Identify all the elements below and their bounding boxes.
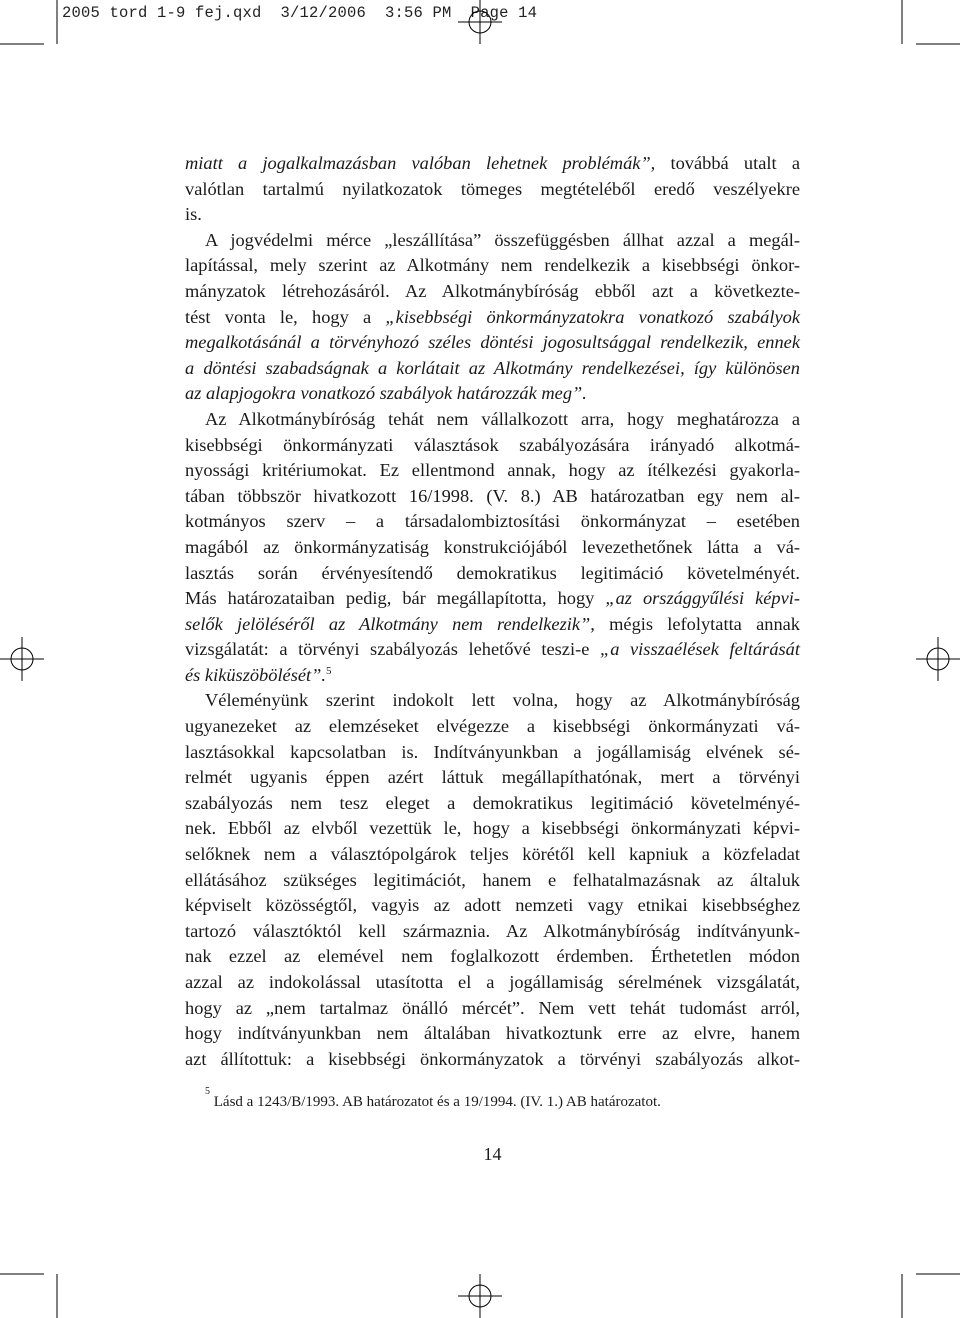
text-line: [185, 714, 800, 740]
text-segment: azt állítottuk: a kisebbségi önkormányzatok a törvényi szabályozás alkot-: [185, 1048, 800, 1069]
text-segment: mányzatok létrehozásáról. Az Alkotmánybíróság ebből azt a következte-: [185, 280, 800, 301]
text-line: [185, 842, 800, 868]
text-line: [185, 458, 800, 484]
text-segment: továbbá utalt a: [655, 153, 800, 173]
text-line: [185, 637, 800, 663]
text-line: [185, 1021, 800, 1047]
text-line: [185, 381, 800, 407]
text-line: [185, 816, 800, 842]
italic-segment: „az országgyűlési képvi-: [605, 588, 801, 609]
text-segment: Más határozataiban pedig, bár megállapította, hogy: [185, 588, 606, 609]
text-segment: vizsgálatát: a törvényi szabályozás lehetővé teszi-e: [185, 639, 600, 660]
footnote-reference: 5: [325, 664, 332, 677]
footnote-text: Lásd a 1243/B/1993. AB határozatot és a 19/1994. (IV. 1.) AB határozatot.: [210, 1094, 661, 1110]
file-slug: 2005 tord 1-9 fej.qxd 3/12/2006 3:56 PM Page 14: [62, 4, 538, 22]
text-line: [185, 586, 800, 612]
text-line: [185, 893, 800, 919]
text-segment: nyossági kritériumokat. Ez ellentmond annak, hogy az ítélkezési gyakorla-: [185, 460, 800, 481]
text-segment: képviselt közösségtől, vagyis az adott nemzeti vagy etnikai kisebbséghez: [185, 895, 800, 916]
text-line: [185, 228, 800, 254]
text-line: [185, 253, 800, 279]
text-line: [185, 612, 800, 638]
text-segment: magából az önkormányzatiság konstrukciójából levezethetőnek látta a vá-: [185, 536, 800, 557]
text-line: [185, 944, 800, 970]
text-segment: selőknek nem a választópolgárok teljes körétől kell kapniuk a közfeladat: [185, 844, 800, 865]
text-segment: relmét ugyanis éppen azért láttuk megállapíthatónak, mert a törvényi: [185, 767, 800, 788]
text-line: [185, 484, 800, 510]
text-line: [185, 509, 800, 535]
text-line: [185, 996, 800, 1022]
text-line: [185, 791, 800, 817]
text-line: [185, 868, 800, 894]
text-line: [185, 688, 800, 714]
text-segment: is.: [185, 204, 202, 225]
text-segment: tést vonta le, hogy a: [185, 306, 386, 327]
text-line: [185, 535, 800, 561]
text-line: [185, 433, 800, 459]
text-segment: ugyanezeket az elemzéseket elvégezze a kisebbségi önkormányzati vá-: [185, 716, 800, 737]
text-segment: tartozó választóktól kell származnia. Az Alkotmánybíróság indítványunk-: [185, 920, 800, 941]
italic-segment: „kisebbségi önkormányzatokra vonatkozó szabályok: [385, 306, 800, 327]
text-segment: hogy indítványunkban nem általában hivatkoztunk erre az elvre, hanem: [185, 1023, 800, 1044]
page-number: 14: [483, 1144, 502, 1164]
text-line: [185, 330, 800, 356]
text-line: [185, 740, 800, 766]
footnote: [205, 1086, 661, 1111]
text-line: [185, 177, 800, 203]
text-line: [185, 919, 800, 945]
text-segment: tában többször hivatkozott 16/1998. (V. 8.) AB határozatban egy nem al-: [185, 485, 800, 506]
text-line: [185, 202, 800, 228]
text-segment: Véleményünk szerint indokolt lett volna, hogy az Alkotmánybíróság: [205, 690, 800, 711]
italic-segment: és kiküszöbölését”.: [185, 664, 326, 685]
text-segment: lasztás során érvényesítendő demokratikus legitimáció követelményét.: [185, 562, 800, 583]
text-line: [185, 663, 800, 689]
text-segment: valótlan tartalmú nyilatkozatok tömeges megtételéből eredő veszélyekre: [185, 178, 800, 199]
text-line: [185, 1047, 800, 1073]
text-segment: nek. Ebből az elvből vezettük le, hogy a kisebbségi önkormányzati képvi-: [185, 818, 800, 839]
text-line: [185, 305, 800, 331]
text-segment: lasztásokkal kapcsolatban is. Indítványunkban a jogállamiság elvének sé-: [185, 741, 800, 762]
italic-segment: „a visszaélések feltárását: [599, 639, 800, 660]
text-segment: Az Alkotmánybíróság tehát nem vállalkozott arra, hogy meghatározza a: [205, 408, 800, 429]
footnote-number: 5: [205, 1086, 210, 1097]
text-line: [185, 970, 800, 996]
text-segment: ellátásához szükséges legitimációt, hanem e felhatalmazásnak az általuk: [185, 869, 800, 890]
text-segment: szabályozás nem tesz eleget a demokratikus legitimáció követelményé-: [185, 792, 800, 813]
italic-segment: miatt a jogalkalmazásban valóban lehetnek problémák”,: [185, 153, 656, 173]
text-segment: kisebbségi önkormányzati választások szabályozására irányadó alkotmá-: [185, 434, 800, 455]
italic-segment: selők jelöléséről az Alkotmány nem rendelkezik”,: [185, 613, 595, 634]
italic-segment: az alapjogokra vonatkozó szabályok határozzák meg”.: [185, 383, 587, 404]
text-segment: azzal az indokolással utasította el a jogállamiság sérelmének vizsgálatát,: [185, 972, 800, 992]
text-segment: nak ezzel az elemével nem foglalkozott érdemben. Érthetetlen módon: [185, 946, 800, 967]
text-segment: mégis lefolytatta annak: [594, 613, 801, 634]
text-segment: kotmányos szerv – a társadalombiztosítási önkormányzat – esetében: [185, 511, 800, 532]
text-segment: A jogvédelmi mérce „leszállítása” összefüggésben állhat azzal a megál-: [205, 229, 800, 250]
italic-segment: megalkotásánál a törvényhozó széles döntési jogosultsággal rendelkezik, ennek: [185, 332, 800, 353]
text-line: [185, 407, 800, 433]
text-line: [185, 765, 800, 791]
text-line: [185, 561, 800, 587]
text-segment: hogy az „nem tartalmaz önálló mércét”. Nem vett tehát tudomást arról,: [185, 997, 800, 1018]
body-text: [185, 151, 800, 1072]
text-line: [185, 151, 800, 177]
text-segment: lapítással, mely szerint az Alkotmány nem rendelkezik a kisebbségi önkor-: [185, 255, 800, 276]
text-line: [185, 356, 800, 382]
text-line: [185, 279, 800, 305]
italic-segment: a döntési szabadságnak a korlátait az Alkotmány rendelkezései, így különösen: [185, 357, 800, 378]
